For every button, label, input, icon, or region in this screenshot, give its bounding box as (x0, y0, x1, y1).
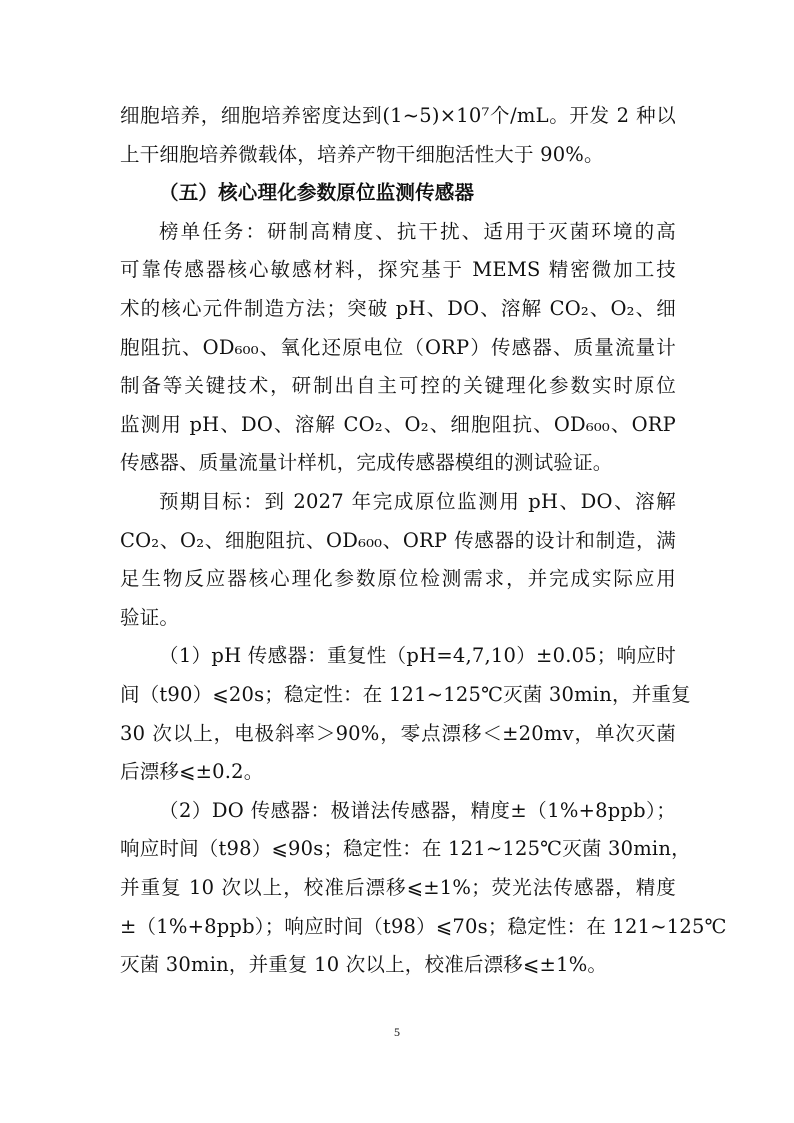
paragraph-line: 胞阻抗、OD₆₀₀、氧化还原电位（ORP）传感器、质量流量计 (120, 335, 676, 359)
paragraph-line: 足生物反应器核心理化参数原位检测需求，并完成实际应用 (120, 567, 676, 591)
paragraph-line: 术的核心元件制造方法；突破 pH、DO、溶解 CO₂、O₂、细 (120, 297, 676, 320)
paragraph-line: ±（1%+8ppb）；响应时间（t98）⩽70s；稳定性：在 121~125℃ (120, 914, 727, 938)
paragraph-line: 响应时间（t98）⩽90s；稳定性：在 121~125℃灭菌 30min， (120, 837, 691, 861)
paragraph-line: 监测用 pH、DO、溶解 CO₂、O₂、细胞阻抗、OD₆₀₀、ORP (120, 412, 676, 436)
paragraph-line: 30 次以上，电极斜率＞90%，零点漂移＜±20mv，单次灭菌 (120, 721, 676, 745)
paragraph-line: 榜单任务：研制高精度、抗干扰、适用于灭菌环境的高 (159, 219, 676, 243)
page-number: 5 (394, 1025, 400, 1039)
paragraph-line: 预期目标：到 2027 年完成原位监测用 pH、DO、溶解 (159, 490, 676, 513)
paragraph-line: （1）pH 传感器：重复性（pH=4,7,10）±0.05；响应时 (159, 644, 676, 668)
paragraph-line: （2）DO 传感器：极谱法传感器，精度±（1%+8ppb）； (159, 798, 676, 822)
section-heading: （五）核心理化参数原位监测传感器 (159, 181, 475, 205)
paragraph-line: 灭菌 30min，并重复 10 次以上，校准后漂移⩽±1%。 (120, 953, 608, 977)
paragraph-line: CO₂、O₂、细胞阻抗、OD₆₀₀、ORP 传感器的设计和制造，满 (120, 528, 676, 552)
paragraph-line: 间（t90）⩽20s；稳定性：在 121~125℃灭菌 30min，并重复 (120, 683, 691, 706)
paragraph-line: 上干细胞培养微载体，培养产物干细胞活性大于 90%。 (120, 142, 604, 166)
paragraph-line: 可靠传感器核心敏感材料，探究基于 MEMS 精密微加工技 (120, 258, 676, 282)
paragraph-line: 制备等关键技术，研制出自主可控的关键理化参数实时原位 (120, 374, 676, 398)
paragraph-line: 并重复 10 次以上，校准后漂移⩽±1%；荧光法传感器，精度 (120, 876, 676, 899)
paragraph-line: 细胞培养，细胞培养密度达到(1~5)×10⁷个/mL。开发 2 种以 (120, 104, 676, 127)
paragraph-line: 验证。 (120, 605, 180, 629)
paragraph-line: 传感器、质量流量计样机，完成传感器模组的测试验证。 (120, 451, 613, 475)
paragraph-line: 后漂移⩽±0.2。 (120, 760, 264, 784)
